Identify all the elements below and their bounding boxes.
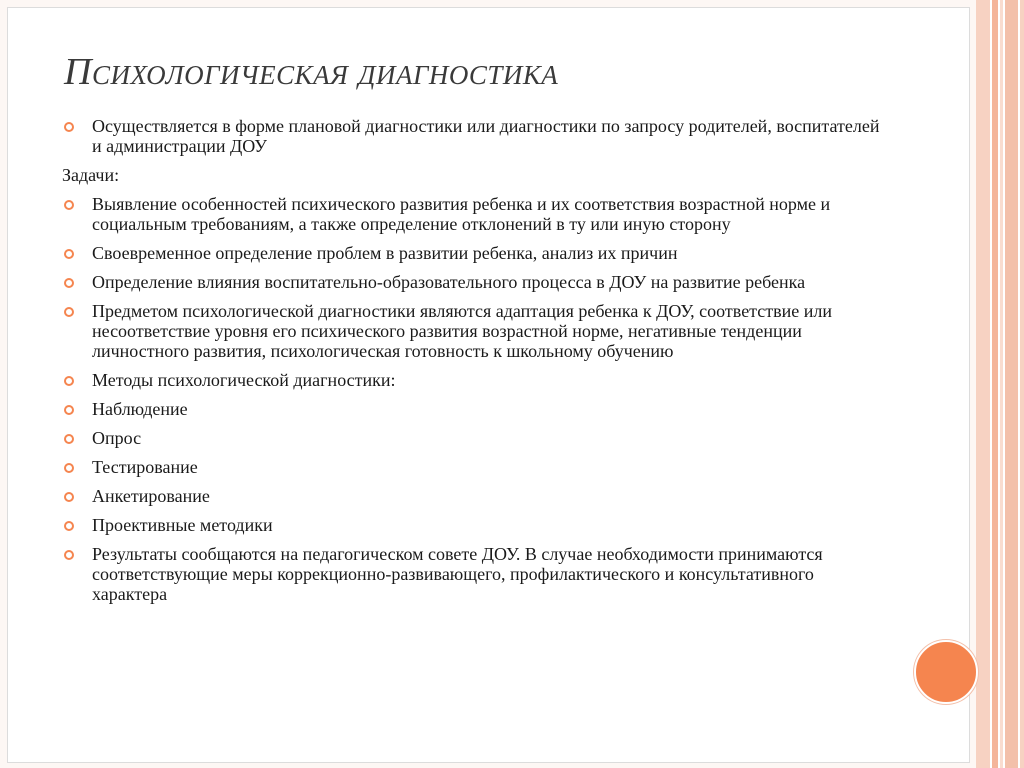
bullet-icon — [64, 492, 74, 502]
bullet-icon — [64, 122, 74, 132]
bullet-icon — [64, 463, 74, 473]
list-item-text: Результаты сообщаются на педагогическом совете ДОУ. В случае необходимости принимаются соответствующие меры коррекционно-развивающего, профилактического и консультативного характера — [92, 544, 823, 604]
list-item — [62, 544, 892, 604]
stripe — [1020, 0, 1024, 768]
section-label — [62, 165, 892, 185]
list-item — [62, 399, 892, 419]
bullet-icon — [64, 434, 74, 444]
bullet-icon — [64, 521, 74, 531]
bullet-icon — [64, 550, 74, 560]
list-item-text: Анкетирование — [92, 486, 210, 506]
list-item-text: Предметом психологической диагностики являются адаптация ребенка к ДОУ, соответствие или несоответствие уровня его психического развития возрастной норме, негативные тенденции личностного развития, психологическая готовность к школьному обучению — [92, 301, 832, 361]
list-item-text: Своевременное определение проблем в развитии ребенка, анализ их причин — [92, 243, 678, 263]
stripe — [1000, 0, 1003, 768]
list-item — [62, 194, 892, 234]
list-item-text: Задачи: — [62, 165, 120, 185]
list-item-text: Тестирование — [92, 457, 198, 477]
list-item — [62, 428, 892, 448]
list-item-text: Опрос — [92, 428, 142, 448]
list-item — [62, 486, 892, 506]
list-item — [62, 515, 892, 535]
list-item — [62, 457, 892, 477]
list-item-text: Осуществляется в форме плановой диагностики или диагностики по запросу родителей, воспитателей и администрации ДОУ — [92, 116, 880, 156]
bullet-list — [62, 116, 892, 613]
bullet-icon — [64, 405, 74, 415]
bullet-icon — [64, 249, 74, 259]
decorative-circle — [914, 640, 978, 704]
bullet-icon — [64, 307, 74, 317]
bullet-icon — [64, 376, 74, 386]
list-item-text: Методы психологической диагностики: — [92, 370, 396, 390]
stripe — [1005, 0, 1018, 768]
list-item — [62, 272, 892, 292]
list-item-text: Определение влияния воспитательно-образовательного процесса в ДОУ на развитие ребенка — [92, 272, 806, 292]
stripe — [976, 0, 990, 768]
list-item-text: Проективные методики — [92, 515, 273, 535]
list-item-text: Выявление особенностей психического развития ребенка и их соответствия возрастной норме и социальным требованиям, а также определение отклонений в ту или иную сторону — [92, 194, 831, 234]
list-item — [62, 116, 892, 156]
list-item — [62, 243, 892, 263]
list-item — [62, 301, 892, 361]
bullet-icon — [64, 278, 74, 288]
bullet-icon — [64, 200, 74, 210]
slide-title: Психологическая диагностика — [64, 51, 559, 93]
list-item — [62, 370, 892, 390]
list-item-text: Наблюдение — [92, 399, 188, 419]
decorative-stripes — [976, 0, 1024, 768]
stripe — [992, 0, 998, 768]
